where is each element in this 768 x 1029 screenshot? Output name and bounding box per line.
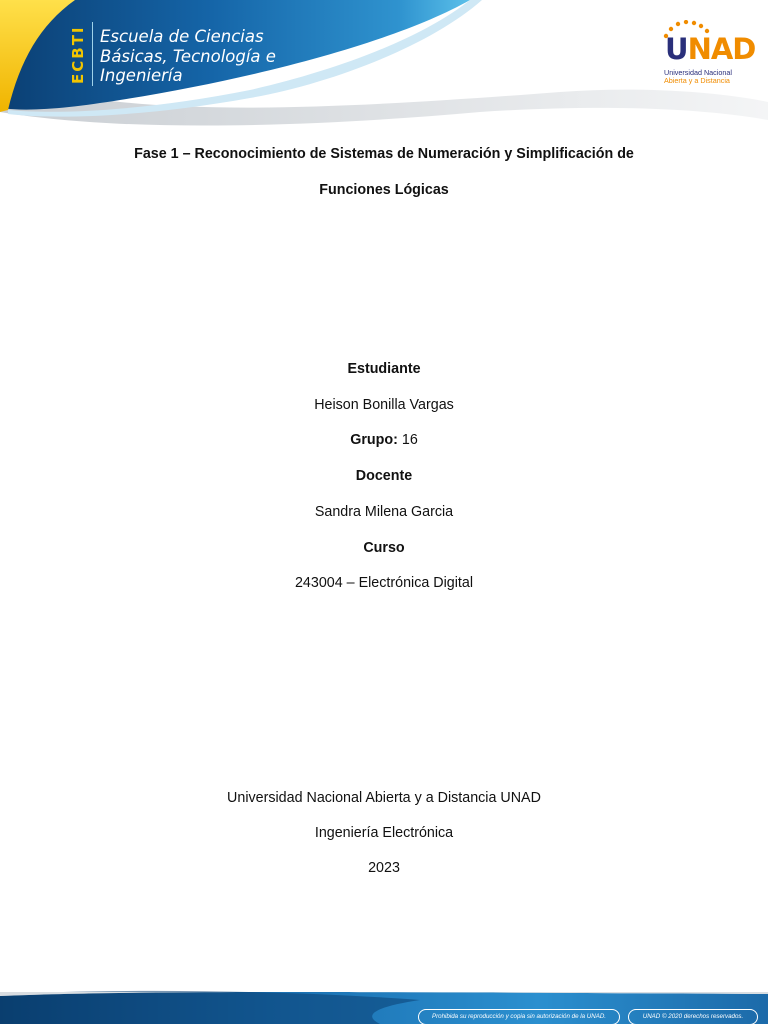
logo-subtitle xyxy=(664,69,732,86)
footer-copyright-notice: Prohibida su reproducción y copia sin autorización de la UNAD. xyxy=(418,1009,620,1025)
school-name xyxy=(100,27,276,86)
teacher-label: Docente xyxy=(355,468,413,484)
header-banner xyxy=(0,0,768,140)
document-title-line-1: Fase 1 – Reconocimiento de Sistemas de Numeración y Simplificación de xyxy=(134,146,634,162)
logo-letters-nad: NAD xyxy=(687,32,756,66)
university-name: Universidad Nacional Abierta y a Distancia UNAD xyxy=(227,790,541,806)
document-title-line-2: Funciones Lógicas xyxy=(319,182,449,198)
school-name-line-1: Escuela de Ciencias xyxy=(100,27,264,46)
school-name-line-3: Ingeniería xyxy=(100,66,183,85)
program-name: Ingeniería Electrónica xyxy=(314,825,454,841)
school-name-line-2: Básicas, Tecnología e xyxy=(100,46,276,66)
logo-subtitle-line-2: Abierta y a Distancia xyxy=(664,76,730,86)
group-label: Grupo: xyxy=(350,432,398,448)
group-value: 16 xyxy=(397,432,418,448)
footer-rights-notice: UNAD © 2020 derechos reservados. xyxy=(628,1009,758,1025)
student-name: Heison Bonilla Vargas xyxy=(314,397,454,413)
unad-logo xyxy=(660,20,756,88)
logo-subtitle-line-1: Universidad Nacional xyxy=(664,68,732,77)
teacher-name: Sandra Milena Garcia xyxy=(314,504,454,520)
logo-letter-u: U xyxy=(665,32,688,66)
course-label: Curso xyxy=(363,540,405,556)
document-year: 2023 xyxy=(368,860,400,876)
ecbti-acronym: ECBTI xyxy=(69,25,87,85)
logo-wordmark xyxy=(665,34,755,64)
student-label: Estudiante xyxy=(347,361,421,377)
course-value: 243004 – Electrónica Digital xyxy=(294,575,474,591)
group-line xyxy=(0,432,768,448)
ecbti-divider xyxy=(92,22,93,86)
